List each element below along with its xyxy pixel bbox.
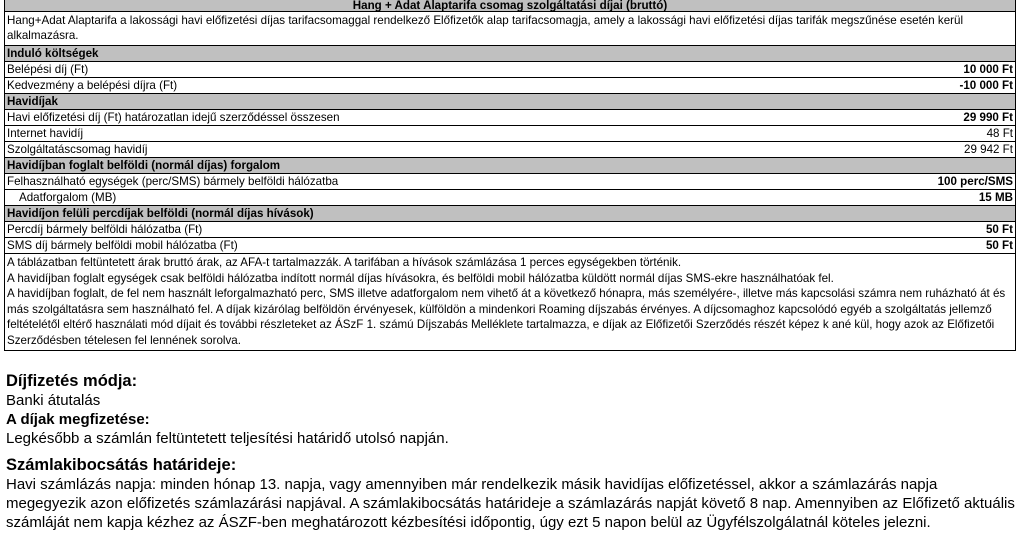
row-value: 29 990 Ft <box>963 111 1013 124</box>
payment-heading: Díjfizetés módja: <box>6 372 138 390</box>
table-row <box>5 189 1015 205</box>
billing-section <box>6 456 1016 532</box>
note-text: A havidíjban foglalt egységek csak belföldi hálózatba indított normál díjas hívásokra, és belföldi mobil hálózatba küldött normál díjas SMS-ekre használhatóak fel. <box>7 271 834 285</box>
note-text: A havidíjban foglalt, de fel nem használt leforgalmazható perc, SMS illetve adatforgalom nem vihető át a következő hónapra, más személyére-, illetve más kapcsolási számra nem ruházható át és más szolgáltatásra sem használható fel. A díjak kizárólag belföldön érvényesek, külföldön a mindenkori Roaming díjszabás érvényes. A díjcsomaghoz kapcsolódó egyéb a szolgáltatás jellemző feltételétől eltérő használati mód díjait és további részleteket az ÁSzF 1. számú Díjszabás Melléklete tartalmazza, e díjak az Előfizetői Szerződés részét képez k ané kül, hogy azok az Előfizetői Szerződésben tételesen fel lennének sorolva. <box>7 287 1006 347</box>
table-row <box>5 77 1015 93</box>
row-label: Belépési díj (Ft) <box>7 63 89 76</box>
table-row <box>5 141 1015 157</box>
table-row <box>5 237 1015 253</box>
table-description: Hang+Adat Alaptarifa a lakossági havi előfizetési díjas tarifacsomaggal rendelkező Előfizetők alap tarifacsomagja, amely a lakossági havi előfizetési díjas tarifák megszűnése esetén kerül alkalmazásra. <box>5 11 1015 45</box>
row-label: Percdíj bármely belföldi hálózatba (Ft) <box>7 223 203 236</box>
payment-subheading: A díjak megfizetése: <box>6 411 150 428</box>
row-value: 50 Ft <box>985 223 1013 236</box>
table-row <box>5 109 1015 125</box>
table-title: Hang + Adat Alaptarifa csomag szolgáltatási díjai (bruttó) <box>5 0 1015 11</box>
payment-deadline: Legkésőbb a számlán feltüntetett teljesítési határidő utolsó napján. <box>6 430 449 447</box>
section-header: Havidíjak <box>5 93 1015 109</box>
section-header: Havidíjon felüli percdíjak belföldi (normál díjas hívások) <box>5 205 1015 221</box>
row-label: Kedvezmény a belépési díjra (Ft) <box>7 79 178 92</box>
row-value: 10 000 Ft <box>963 63 1013 76</box>
row-value: -10 000 Ft <box>959 79 1013 92</box>
row-label: SMS díj bármely belföldi mobil hálózatba (Ft) <box>7 239 238 252</box>
table-row <box>5 221 1015 237</box>
row-value: 48 Ft <box>986 127 1013 140</box>
row-value: 100 perc/SMS <box>937 175 1013 188</box>
payment-method: Banki átutalás <box>6 392 101 409</box>
tariff-table <box>4 0 1016 351</box>
note-text: A táblázatban feltüntetett árak bruttó árak, az AFA-t tartalmazzák. A tarifában a hívások számlázása 1 perces egységekben történik. <box>7 256 682 269</box>
section-header: Havidíjban foglalt belföldi (normál díjas) forgalom <box>5 157 1015 173</box>
row-value: 29 942 Ft <box>964 143 1013 156</box>
table-row <box>5 61 1015 77</box>
row-label: Havi előfizetési díj (Ft) határozatlan idejű szerződéssel összesen <box>7 111 340 124</box>
table-row <box>5 173 1015 189</box>
row-label: Felhasználható egységek (perc/SMS) bármely belföldi hálózatba <box>7 175 339 188</box>
billing-text: Havi számlázás napja: minden hónap 13. napja, vagy amennyiben már rendelkezik másik havidíjas előfizetéssel, akkor a számlazárás napja megegyezik azon előfizetés számlazárási napjával. A számlakibocsátás határideje a számlazárás napját követő 8 nap. Amennyiben az Előfizető aktuális számláját nem kapja kézhez az ÁSZF-ben meghatározott kézbesítési időpontig, úgy ezt 5 napon belül az Ügyfélszolgálatnál köteles jelezni. <box>6 476 1015 531</box>
row-label: Szolgáltatáscsomag havidíj <box>7 143 148 156</box>
table-row <box>5 125 1015 141</box>
section-header: Induló költségek <box>5 45 1015 61</box>
payment-section <box>6 372 1016 448</box>
row-label: Adatforgalom (MB) <box>19 191 117 204</box>
row-value: 15 MB <box>978 191 1013 204</box>
billing-heading: Számlakibocsátás határideje: <box>6 456 237 474</box>
row-label: Internet havidíj <box>7 127 84 140</box>
row-value: 50 Ft <box>985 239 1013 252</box>
table-notes <box>5 253 1015 350</box>
